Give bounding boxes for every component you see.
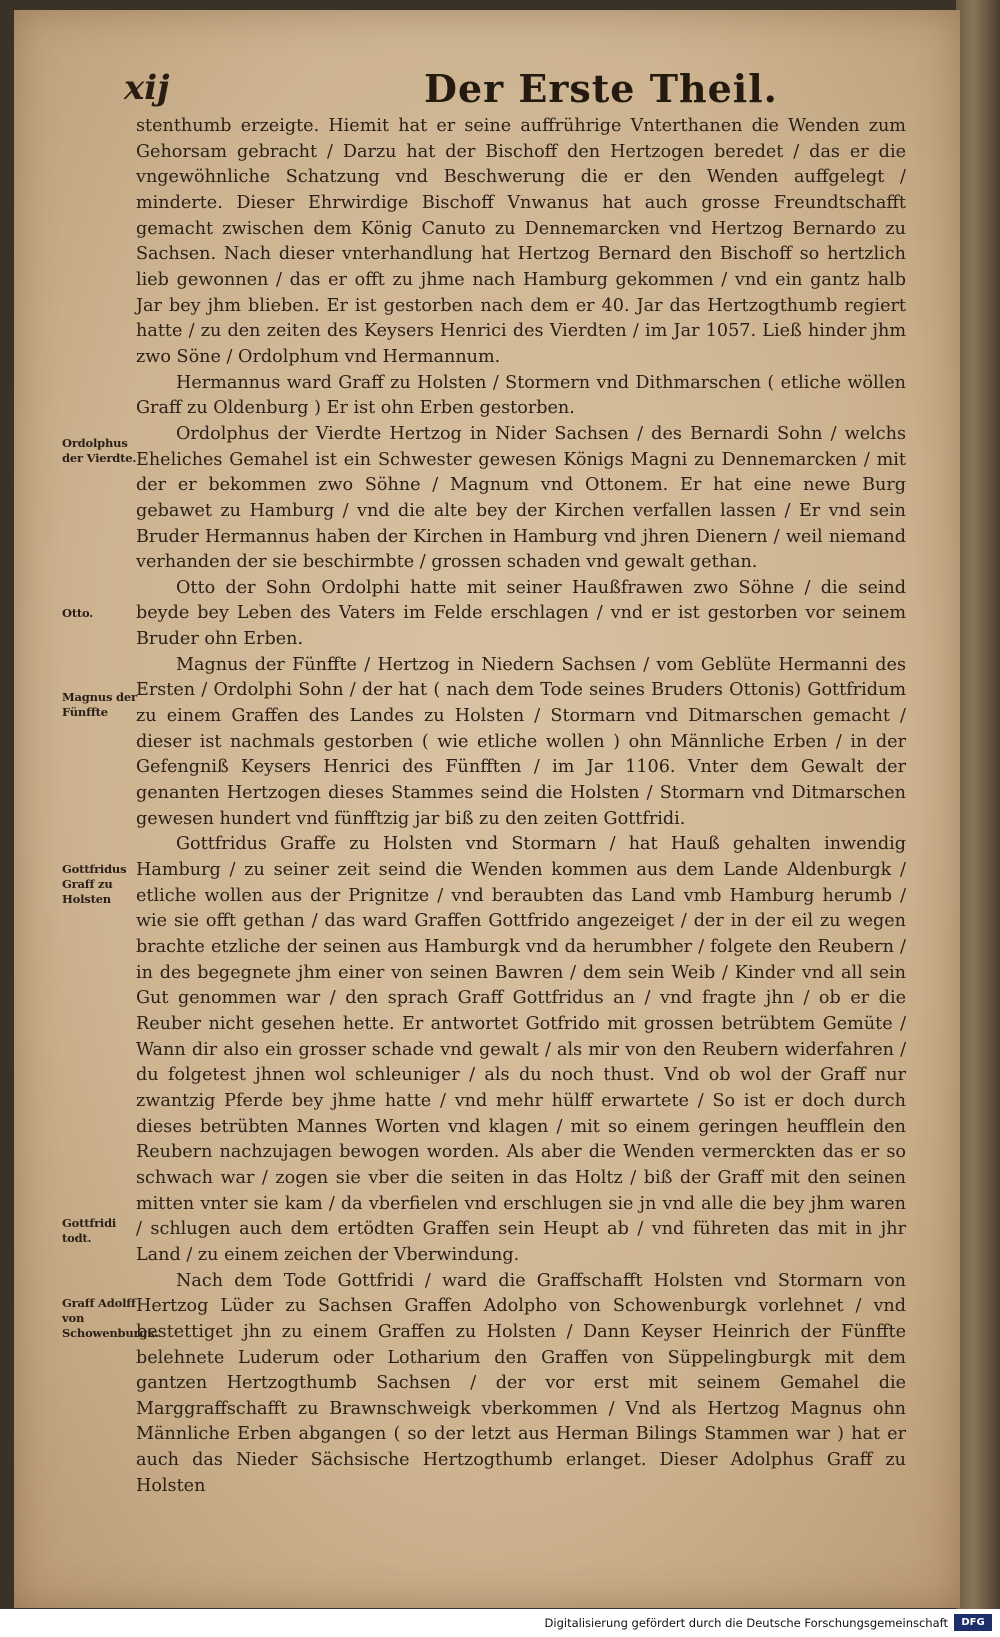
book-edge [956, 0, 1000, 1637]
footer-bar [0, 1609, 1000, 1637]
folio-number: xij [124, 68, 170, 108]
body-text [136, 114, 906, 1499]
margin-note: Magnus der Fünffte [62, 690, 137, 719]
paragraph: Otto der Sohn Ordolphi hatte mit seiner Haußfrawen zwo Söhne / die seind beyde bey Leben des Vaters im Felde erschlagen / vnd er ist gestorben vor seinem Bruder ohn Erben. [136, 577, 906, 650]
running-title: Der Erste Theil. [424, 66, 778, 111]
margin-note: Graff Adolff von Schowenburgk. [62, 1296, 159, 1340]
margin-note: Gottfridi todt. [62, 1216, 117, 1245]
funding-credit: Digitalisierung gefördert durch die Deutsche Forschungsgemeinschaft [544, 1616, 948, 1630]
paragraph: Gottfridus Graffe zu Holsten vnd Stormarn / hat Hauß gehalten inwendig Hamburg / zu seiner zeit seind die Wenden kommen aus dem Lande Aldenburgk / etliche wollen aus der Prignitze / vnd beraubten das Land vmb Hamburg herumb / wie sie offt gethan / das ward Graffen Gottfrido angezeiget / der in der eil zu wegen brachte etzliche der seinen aus Hamburgk vnd da herumbher / folgete den Reubern / in des begegnete jhm einer von seinen Bawren / dem sein Weib / Kinder vnd all sein Gut genommen war / den sprach Graff Gottfridus an / vnd fragte jhn / ob er die Reuber nicht gesehen hette. Er antwortet Gotfrido mit grossen betrübtem Gemüte / Wann dir also ein grosser schade vnd gewalt / als mir von den Reubern widerfahren / du folgetest jhnen wol schleuniger / als du noch thust. Vnd ob wol der Graff nur zwantzig Pferde bey jhme hatte / vnd mehr hülff erwartete / So ist er doch durch dieses betrübten Mannes Worten vnd klagen / mit so einem geringen heufflein den Reubern nachzujagen bewogen worden. Als aber die Wenden vermerckten das er so schwach war / zogen sie vber die seiten in das Holtz / biß der Graff mit den seinen mitten vnter sie kam / da vberfielen vnd erschlugen sie jn vnd alle die bey jhm waren / schlugen auch dem ertödten Graffen sein Heupt ab / vnd führeten das mit in jhr Land / zu einem zeichen der Vberwindung. [136, 834, 906, 1265]
dfg-logo-icon: DFG [954, 1614, 992, 1631]
paragraph: Hermannus ward Graff zu Holsten / Stormern vnd Dithmarschen ( etliche wöllen Graff zu Oldenburg ) Er ist ohn Erben gestorben. [136, 372, 906, 419]
margin-note: Gottfridus Graff zu Holsten [62, 862, 127, 906]
paragraph: Magnus der Fünffte / Hertzog in Niedern Sachsen / vom Geblüte Hermanni des Ersten / Ordolphi Sohn / der hat ( nach dem Tode seines Bruders Ottonis) Gottfridum zu einem Graffen des Landes zu Holsten / Stormarn vnd Ditmarschen gemacht / dieser ist nachmals gestorben ( wie etliche wollen ) ohn Männliche Erben / in der Gefengniß Keysers Henrici des Fünfften / im Jar 1106. Vnter dem Gewalt der genanten Hertzogen dieses Stammes seind die Holsten / Stormarn vnd Ditmarschen gewesen hundert vnd fünfftzig jar biß zu den zeiten Gottfridi. [136, 654, 906, 829]
paragraph: Nach dem Tode Gottfridi / ward die Graffschafft Holsten vnd Stormarn von Hertzog Lüder zu Sachsen Graffen Adolpho von Schowenburgk vorlehnet / vnd bestettiget jhn zu einem Graffen zu Holsten / Dann Keyser Heinrich der Fünffte belehnete Luderum oder Lotharium den Graffen von Süppelingburgk mit dem gantzen Hertzogthumb Sachsen / der vor erst mit seinem Gemahel die Marggraffschafft zu Brawnschweigk vberkommen / Vnd als Hertzog Magnus ohn Männliche Erben abgangen ( so der letzt aus Herman Bilings Stammen war ) hat er auch das Nieder Sächsische Hertzogthumb erlanget. Dieser Adolphus Graff zu Holsten [136, 1270, 906, 1496]
margin-note: Ordolphus der Vierdte. [62, 436, 137, 465]
paragraph: Ordolphus der Vierdte Hertzog in Nider Sachsen / des Bernardi Sohn / welchs Eheliches Gemahel ist ein Schwester gewesen Königs Magni zu Dennemarcken / mit der er bekommen zwo Söhne / Magnum vnd Ottonem. Er hat eine newe Burg gebawet zu Hamburg / vnd die alte bey der Kirchen verfallen lassen / Er vnd sein Bruder Hermannus haben der Kirchen in Hamburg vnd jhren Dienern / weil niemand verhanden der sie beschirmbte / grossen schaden vnd gewalt gethan. [136, 423, 906, 573]
paragraph: stenthumb erzeigte. Hiemit hat er seine auffrührige Vnterthanen die Wenden zum Gehorsam gebracht / Darzu hat der Bischoff den Hertzogen beredet / das er die vngewöhnliche Schatzung vnd Beschwerung die er den Wenden auffgelegt / minderte. Dieser Ehrwirdige Bischoff Vnwanus hat auch grosse Freundtschafft gemacht zwischen dem König Canuto zu Dennemarcken vnd Hertzog Bernardo zu Sachsen. Nach dieser vnterhandlung hat Hertzog Bernard den Bischoff so hertzlich lieb gewonnen / das er offt zu jhme nach Hamburg gekommen / vnd ein gantz halb Jar bey jhm blieben. Er ist gestorben nach dem er 40. Jar das Hertzogthumb regiert hatte / zu den zeiten des Keysers Henrici des Vierdten / im Jar 1057. Ließ hinder jhm zwo Söne / Ordolphum vnd Hermannum. [136, 116, 906, 367]
margin-note: Otto. [62, 606, 94, 620]
